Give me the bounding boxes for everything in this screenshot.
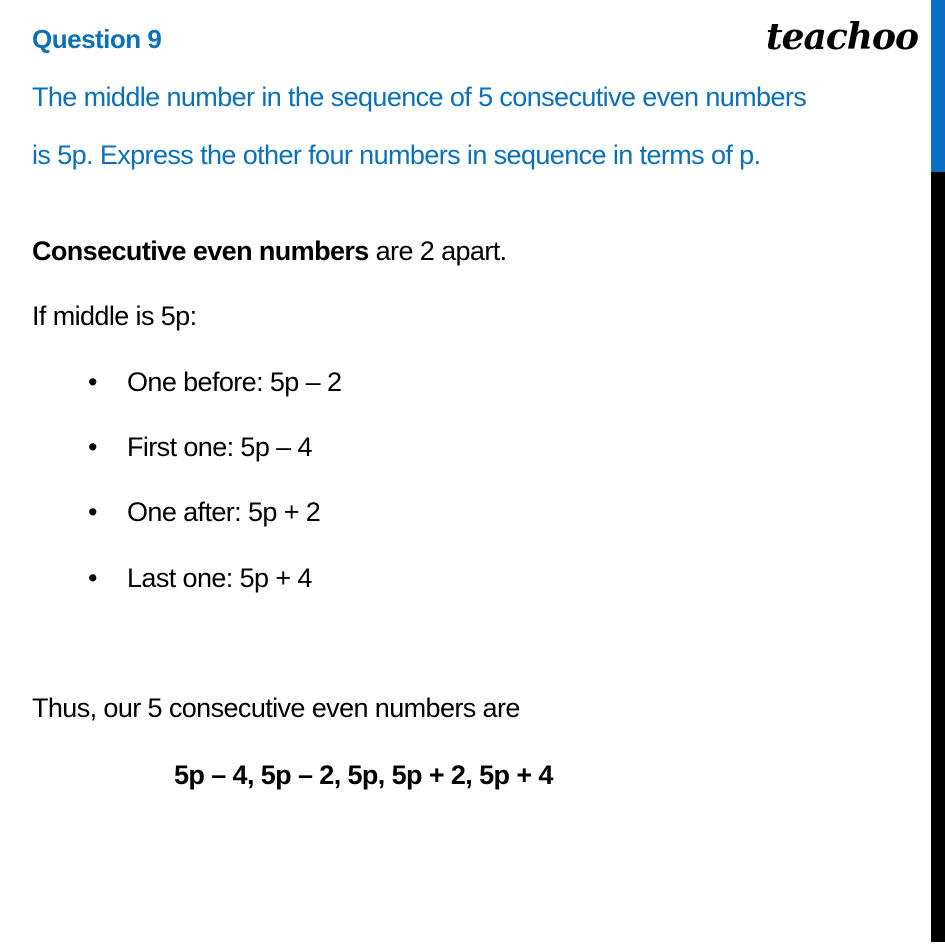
intro-statement [32, 236, 507, 267]
list-item-text: One after: 5p + 2 [127, 497, 321, 527]
question-text-line-2: is 5p. Express the other four numbers in sequence in terms of p. [32, 140, 761, 170]
list-item [88, 563, 312, 594]
list-item-text: Last one: 5p + 4 [127, 563, 312, 593]
final-answer: 5p – 4, 5p – 2, 5p, 5p + 2, 5p + 4 [174, 760, 553, 790]
intro-rest: are 2 apart. [368, 236, 507, 266]
list-item-text: First one: 5p – 4 [127, 432, 312, 462]
list-item [88, 432, 312, 463]
list-item-text: One before: 5p – 2 [127, 367, 342, 397]
condition-statement: If middle is 5p: [32, 301, 197, 331]
side-bar-blue [931, 0, 945, 172]
question-number-heading: Question 9 [32, 24, 162, 54]
question-text-line-1: The middle number in the sequence of 5 consecutive even numbers [32, 82, 807, 112]
teachoo-logo: teachoo [766, 16, 918, 58]
conclusion-statement: Thus, our 5 consecutive even numbers are [32, 693, 520, 723]
list-item [88, 497, 320, 528]
bullet-icon: • [88, 563, 97, 593]
bullet-icon: • [88, 432, 97, 462]
bullet-icon: • [88, 367, 97, 397]
side-bar-black [931, 172, 945, 942]
bullet-icon: • [88, 497, 97, 527]
intro-bold-term: Consecutive even numbers [32, 236, 369, 266]
list-item [88, 367, 341, 398]
